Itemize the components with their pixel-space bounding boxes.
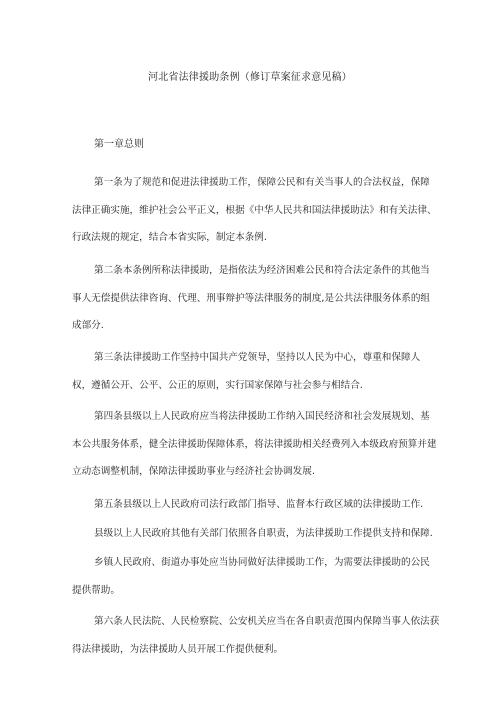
paragraph-line: 第四条县级以上人民政府应当将法律援助工作纳入国民经济和社会发展规划、基	[94, 411, 430, 422]
article-5-subparagraph-2	[72, 556, 432, 598]
article-2-paragraph	[72, 264, 432, 333]
paragraph-line: 县级以上人民政府其他有关部门依照各自职责，为法律援助工作提供支持和保障.	[94, 528, 433, 539]
paragraph-line: 事人无偿提供法律咨询、代理、刑事辩护等法律服务的制度,是公共法律服务体系的组	[72, 292, 431, 304]
paragraph-line: 立动态调整机制，保障法律援助事业与经济社会协调发展.	[72, 466, 315, 477]
paragraph-line: 第一条为了规范和促进法律援助工作，保障公民和有关当事人的合法权益，保障	[94, 177, 430, 188]
paragraph-line: 权，遵循公开、公平、公正的原则，实行国家保障与社会参与相结合.	[72, 379, 363, 391]
paragraph-line: 法律正确实施，维护社会公平正义，根据《中华人民共和国法律援助法》和有关法律、	[72, 204, 437, 216]
chapter-heading: 第一章总则	[94, 139, 144, 150]
article-1-paragraph	[72, 176, 437, 245]
paragraph-line: 第六条人民法院、人民检察院、公安机关应当在各自职责范围内保障当事人依法获	[94, 616, 440, 627]
article-4-paragraph	[72, 410, 437, 479]
paragraph-line: 第三条法律援助工作坚持中国共产党领导，坚持以人民为中心，尊重和保障人	[94, 352, 421, 363]
document-title: 河北省法律援助条例（修订草案征求意见稿）	[148, 72, 352, 83]
paragraph-line: 本公共服务体系，健全法律援助保障体系，将法律援助相关经费列入本级政府预算并建	[72, 438, 437, 450]
paragraph-line: 提供帮助。	[72, 584, 120, 596]
paragraph-line: 乡镇人民政府、街道办事处应当协同做好法律援助工作，为需要法律援助的公民	[94, 557, 430, 568]
paragraph-line: 得法律援助，为法律援助人员开展工作提供便利。	[72, 643, 284, 655]
paragraph-line: 成部分.	[72, 320, 104, 331]
paragraph-line: 第五条县级以上人民政府司法行政部门指导、监督本行政区域的法律援助工作.	[94, 499, 424, 510]
article-6-paragraph	[72, 615, 440, 657]
article-3-paragraph	[72, 351, 432, 393]
article-5-subparagraph-1	[72, 527, 432, 541]
paragraph-line: 第二条本条例所称法律援助，是指依法为经济困难公民和符合法定条件的其他当	[94, 265, 430, 276]
paragraph-line: 行政法规的规定，结合本省实际，制定本条例.	[72, 232, 267, 243]
article-5-paragraph	[72, 498, 432, 512]
